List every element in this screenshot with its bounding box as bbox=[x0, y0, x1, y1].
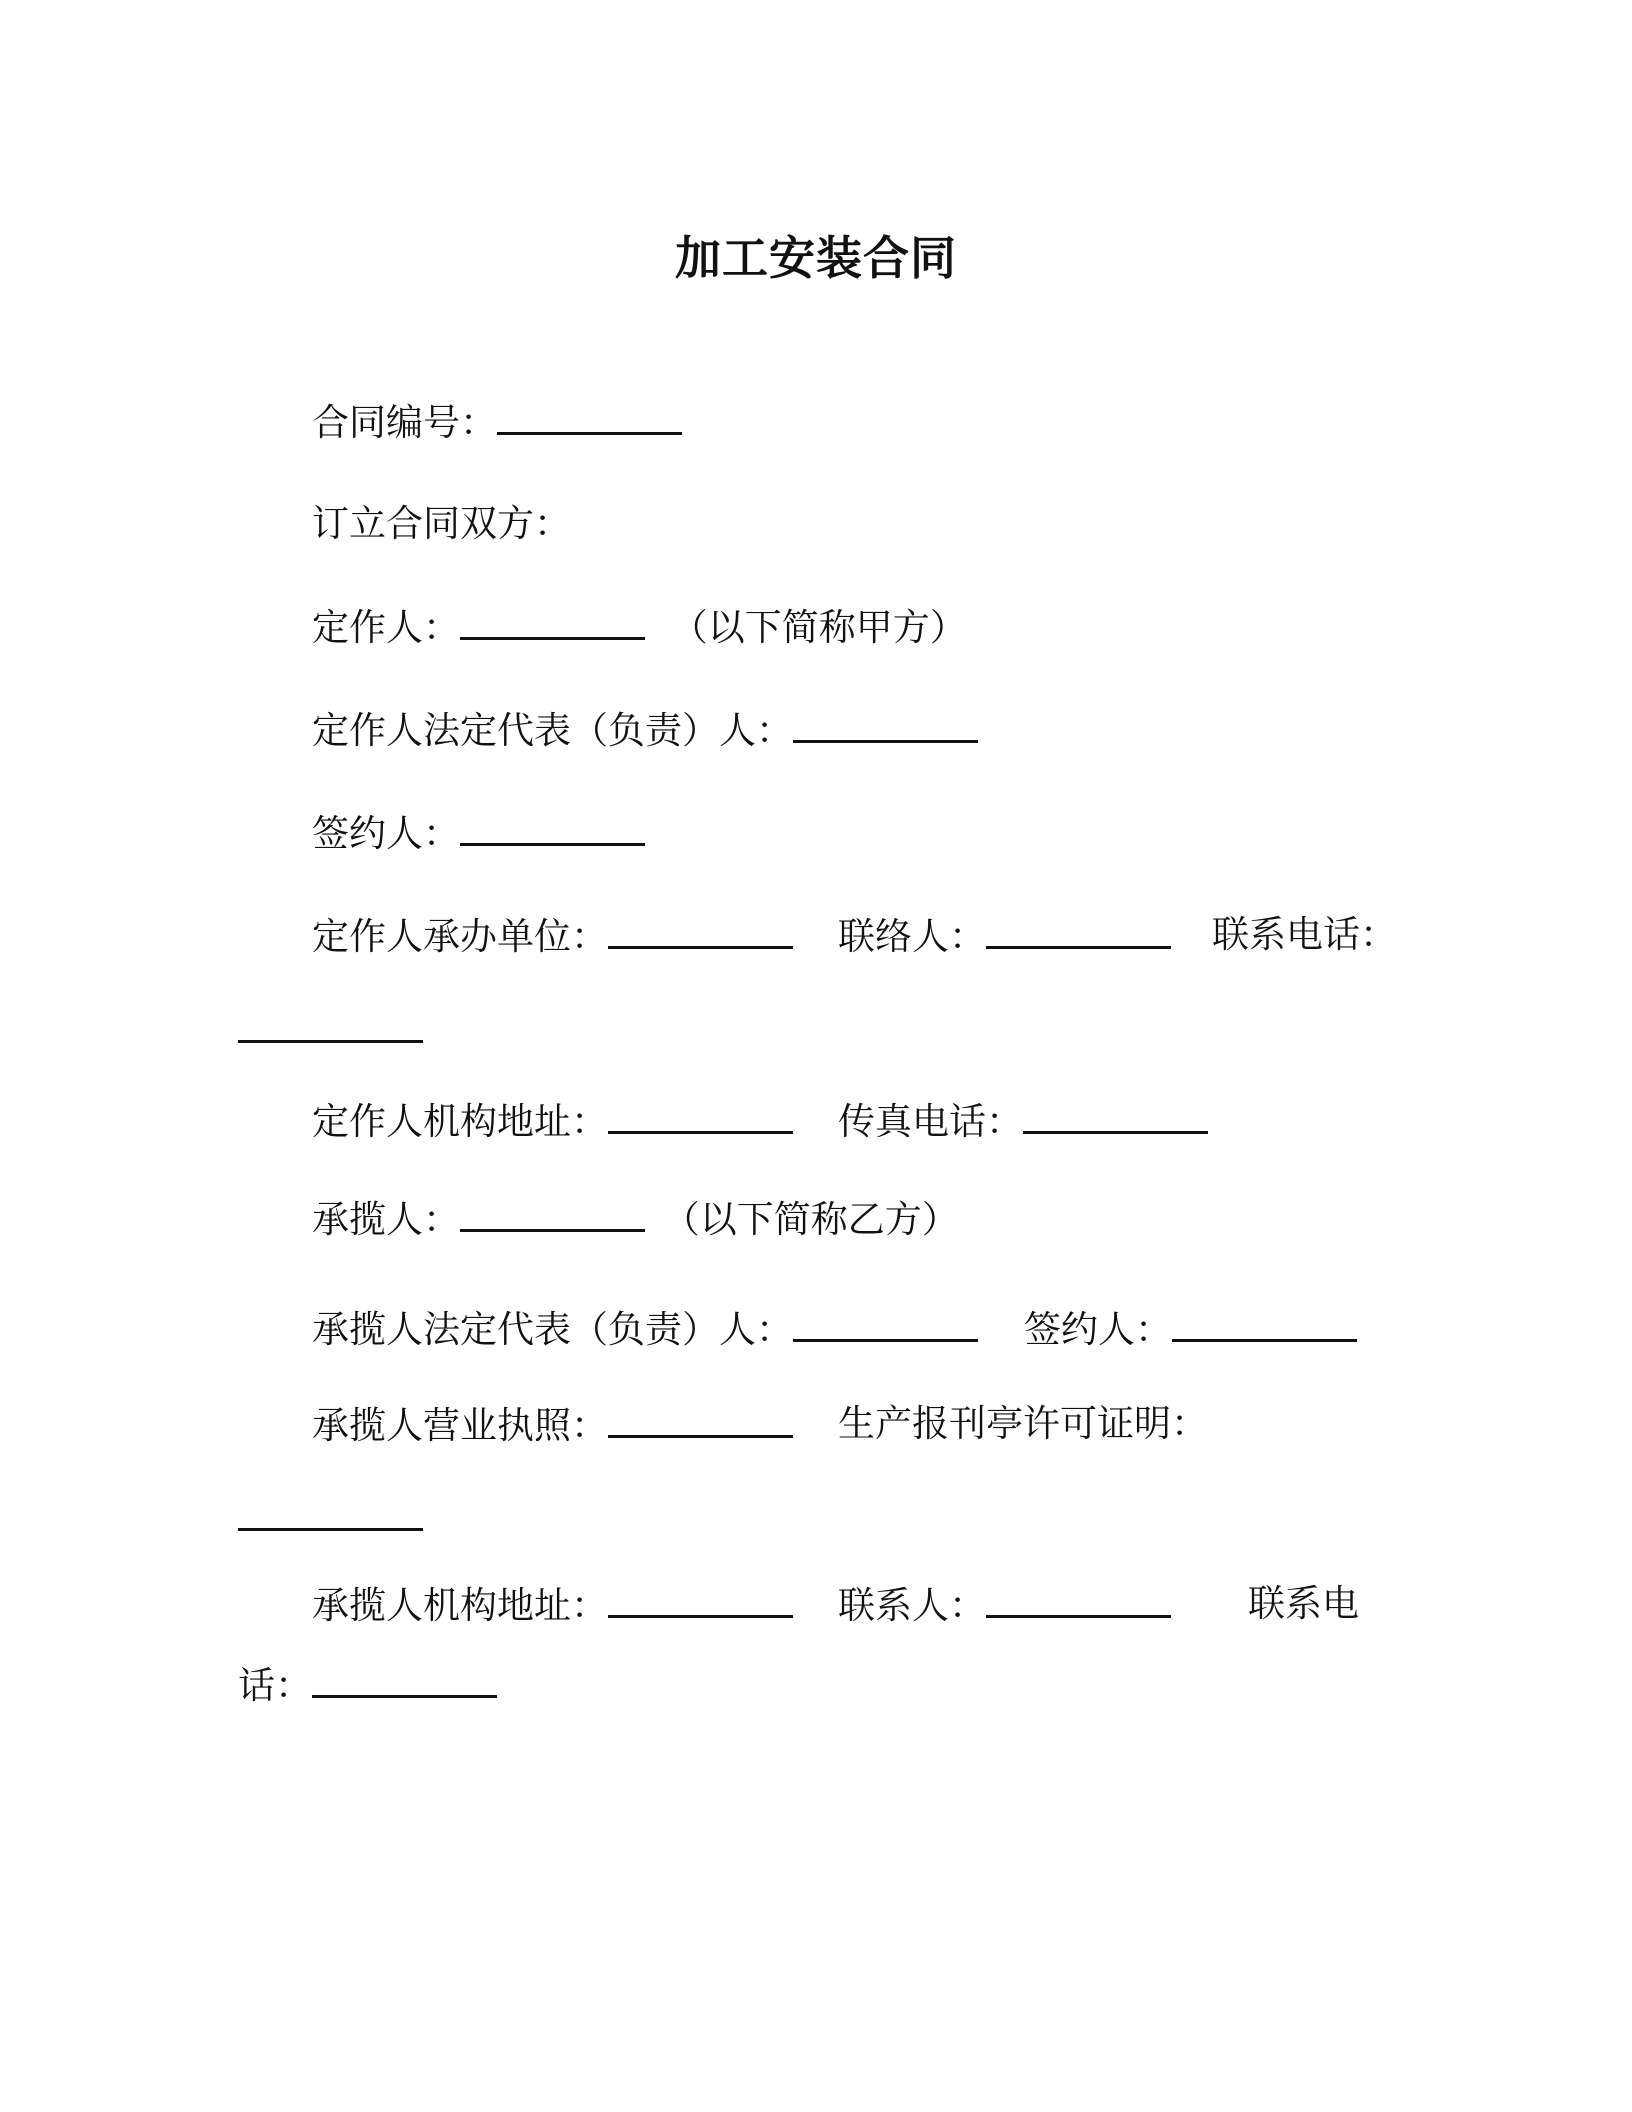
contact-phone2-label-a: 联系电 bbox=[1248, 1582, 1359, 1625]
contact-phone2-blank[interactable] bbox=[312, 1665, 497, 1698]
maker-line bbox=[312, 606, 967, 649]
license-blank[interactable] bbox=[608, 1405, 793, 1438]
contact-phone2-line bbox=[238, 1664, 497, 1707]
maker-address-line bbox=[312, 1100, 793, 1143]
kiosk-permit-line bbox=[238, 1498, 423, 1537]
contractor-note: （以下简称乙方） bbox=[662, 1198, 959, 1241]
contact-phone2-label-b: 话： bbox=[238, 1664, 312, 1707]
maker-address-blank[interactable] bbox=[608, 1101, 793, 1134]
signer-line bbox=[312, 812, 645, 855]
contact-person2-line bbox=[838, 1584, 1171, 1627]
maker-rep-line bbox=[312, 709, 978, 752]
maker-rep-blank[interactable] bbox=[793, 710, 978, 743]
signer2-line bbox=[1024, 1308, 1357, 1351]
contact-person2-label: 联系人： bbox=[838, 1584, 986, 1627]
maker-unit-line bbox=[312, 915, 793, 958]
signer-blank[interactable] bbox=[460, 813, 645, 846]
contact-person-blank[interactable] bbox=[986, 916, 1171, 949]
maker-blank[interactable] bbox=[460, 607, 645, 640]
contract-number-line bbox=[312, 401, 682, 444]
contact-phone-blank[interactable] bbox=[238, 1010, 423, 1043]
maker-label: 定作人： bbox=[312, 606, 460, 649]
signer2-blank[interactable] bbox=[1172, 1309, 1357, 1342]
contractor-address-label: 承揽人机构地址： bbox=[312, 1584, 608, 1627]
fax-blank[interactable] bbox=[1023, 1101, 1208, 1134]
contractor-rep-label: 承揽人法定代表（负责）人： bbox=[312, 1308, 793, 1351]
maker-unit-blank[interactable] bbox=[608, 916, 793, 949]
fax-label: 传真电话： bbox=[838, 1100, 1023, 1143]
contact-person2-blank[interactable] bbox=[986, 1585, 1171, 1618]
contact-phone-label: 联系电话： bbox=[1212, 913, 1397, 956]
contractor-blank[interactable] bbox=[460, 1199, 645, 1232]
contract-number-blank[interactable] bbox=[497, 402, 682, 435]
contractor-address-blank[interactable] bbox=[608, 1585, 793, 1618]
contact-phone-line bbox=[238, 1010, 423, 1049]
maker-unit-label: 定作人承办单位： bbox=[312, 915, 608, 958]
contact-person-label: 联络人： bbox=[838, 915, 986, 958]
contractor-label: 承揽人： bbox=[312, 1198, 460, 1241]
signer2-label: 签约人： bbox=[1024, 1308, 1172, 1351]
kiosk-permit-label: 生产报刊亭许可证明： bbox=[838, 1402, 1208, 1445]
signer-label: 签约人： bbox=[312, 812, 460, 855]
maker-note: （以下简称甲方） bbox=[670, 606, 967, 649]
document-title: 加工安装合同 bbox=[675, 231, 957, 285]
fax-line bbox=[838, 1100, 1208, 1143]
contractor-rep-blank[interactable] bbox=[793, 1309, 978, 1342]
contact-person-line bbox=[838, 915, 1171, 958]
license-line bbox=[312, 1404, 793, 1447]
contractor-line bbox=[312, 1198, 959, 1241]
license-label: 承揽人营业执照： bbox=[312, 1404, 608, 1447]
maker-address-label: 定作人机构地址： bbox=[312, 1100, 608, 1143]
parties-heading: 订立合同双方： bbox=[312, 502, 571, 545]
contractor-address-line bbox=[312, 1584, 793, 1627]
maker-rep-label: 定作人法定代表（负责）人： bbox=[312, 709, 793, 752]
contractor-rep-line bbox=[312, 1308, 978, 1351]
contract-number-label: 合同编号： bbox=[312, 401, 497, 444]
kiosk-permit-blank[interactable] bbox=[238, 1498, 423, 1531]
